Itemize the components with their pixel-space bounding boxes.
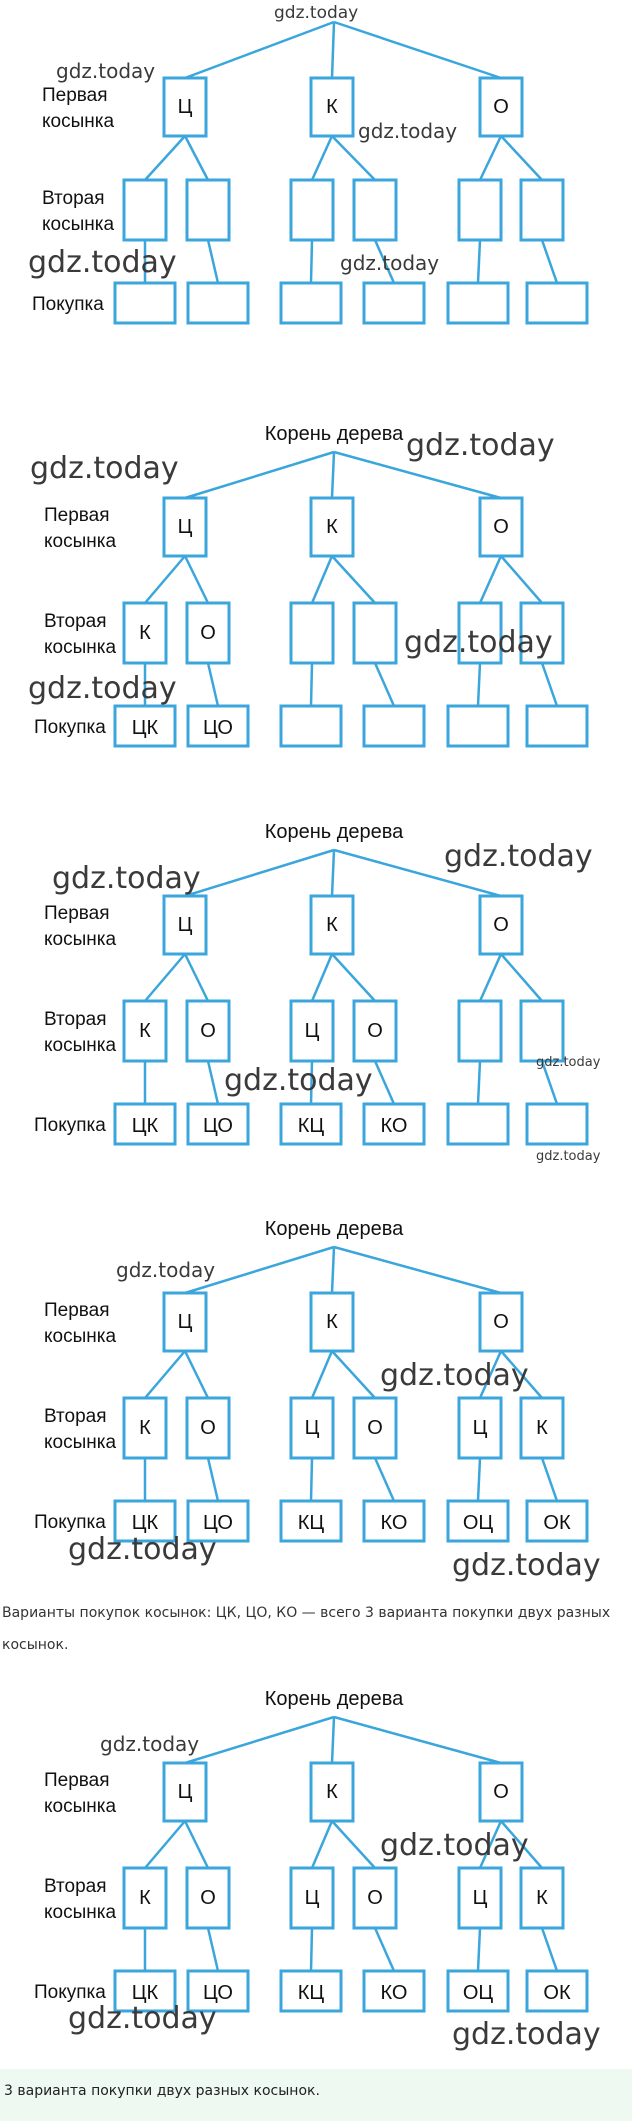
first-scarf-label: Первая	[44, 505, 110, 526]
second-scarf-value: О	[200, 1417, 216, 1439]
edge-l1-l2-3	[332, 954, 375, 1001]
edge-l2-l3-1	[208, 1928, 218, 1971]
second-scarf-label-line2: косынка	[42, 214, 115, 235]
first-scarf-label-line2: косынка	[44, 929, 117, 950]
root-label: Корень дерева	[264, 821, 404, 843]
edge-root-0	[185, 22, 334, 78]
tree-5-content	[34, 1688, 601, 2052]
first-scarf-value: Ц	[177, 1311, 193, 1333]
answer-box	[0, 2069, 632, 2121]
second-scarf-label-line2: косынка	[44, 1432, 117, 1453]
edge-l2-l3-1	[208, 240, 218, 283]
edge-l1-l2-1	[185, 136, 208, 180]
tree-diagram-4	[0, 1205, 632, 1583]
purchase-value: ЦО	[203, 1512, 233, 1534]
purchase-node	[448, 1104, 508, 1144]
edge-l2-l3-4	[478, 1458, 480, 1501]
second-scarf-value: К	[536, 1417, 548, 1439]
watermark-text: gdz.today	[56, 59, 156, 83]
edge-root-0	[185, 1717, 334, 1763]
edge-l2-l3-1	[208, 1061, 218, 1104]
edge-root-0	[185, 452, 334, 498]
edge-l1-l2-2	[312, 136, 332, 180]
second-scarf-label: Вторая	[42, 188, 105, 209]
second-scarf-value: Ц	[472, 1887, 488, 1909]
watermark-text: gdz.today	[404, 625, 553, 660]
edge-l1-l2-5	[501, 954, 542, 1001]
second-scarf-label: Вторая	[44, 1406, 107, 1427]
edge-l1-l2-1	[185, 556, 208, 603]
second-scarf-node	[187, 180, 229, 240]
watermark-text: gdz.today	[274, 3, 359, 23]
tree-diagram-1	[0, 0, 632, 340]
second-scarf-value: О	[200, 1020, 216, 1042]
watermark-text: gdz.today	[444, 839, 593, 874]
edge-l2-l3-4	[478, 240, 480, 283]
purchase-value: ЦК	[131, 1115, 159, 1137]
first-scarf-value: О	[493, 1781, 509, 1803]
purchase-node	[448, 283, 508, 323]
tree-1-content	[28, 3, 587, 323]
edge-l1-l2-0	[145, 1351, 185, 1398]
first-scarf-label-line2: косынка	[44, 531, 117, 552]
second-scarf-value: К	[536, 1887, 548, 1909]
watermark-text: gdz.today	[452, 2017, 601, 2052]
purchase-node	[188, 283, 248, 323]
tree-diagram-2	[0, 410, 632, 770]
first-scarf-value: К	[326, 96, 338, 118]
watermark-text: gdz.today	[452, 1548, 601, 1583]
watermark-text: gdz.today	[536, 1149, 601, 1164]
edge-l2-l3-2	[311, 1928, 312, 1971]
watermark-text: gdz.today	[380, 1828, 529, 1863]
edge-l1-l2-4	[480, 954, 501, 1001]
edge-l2-l3-1	[208, 1458, 218, 1501]
purchase-node	[527, 706, 587, 746]
edge-l1-l2-3	[332, 556, 375, 603]
edge-root-2	[334, 1247, 501, 1293]
first-scarf-value: К	[326, 914, 338, 936]
second-scarf-value: О	[367, 1020, 383, 1042]
first-scarf-value: Ц	[177, 516, 193, 538]
edge-l1-l2-3	[332, 1351, 375, 1398]
watermark-text: gdz.today	[52, 861, 201, 896]
purchase-value: ЦО	[203, 1115, 233, 1137]
second-scarf-label: Вторая	[44, 1009, 107, 1030]
edge-l1-l2-0	[145, 1821, 185, 1868]
second-scarf-value: Ц	[304, 1417, 320, 1439]
edge-l1-l2-4	[480, 136, 501, 180]
watermark-text: gdz.today	[68, 1532, 217, 1567]
purchase-node	[527, 283, 587, 323]
purchase-label: Покупка	[34, 1512, 106, 1533]
second-scarf-value: О	[367, 1417, 383, 1439]
edge-l1-l2-0	[145, 136, 185, 180]
root-label: Корень дерева	[264, 1218, 404, 1240]
purchase-value: КЦ	[297, 1512, 325, 1534]
purchase-value: ЦК	[131, 1982, 159, 2004]
watermark-text: gdz.today	[28, 671, 177, 706]
first-scarf-value: О	[493, 914, 509, 936]
second-scarf-value: К	[139, 1417, 151, 1439]
edge-l2-l3-1	[208, 663, 218, 706]
purchase-node	[281, 283, 341, 323]
second-scarf-value: К	[139, 1887, 151, 1909]
edge-l1-l2-2	[312, 1821, 332, 1868]
watermark-text: gdz.today	[30, 451, 179, 486]
edge-l1-l2-1	[185, 1821, 208, 1868]
second-scarf-value: О	[367, 1887, 383, 1909]
answer-text: 3 варианта покупки двух разных косынок.	[4, 2083, 320, 2099]
edge-root-2	[334, 22, 501, 78]
watermark-text: gdz.today	[380, 1358, 529, 1393]
first-scarf-value: О	[493, 96, 509, 118]
second-scarf-value: О	[200, 1887, 216, 1909]
purchase-node	[364, 706, 424, 746]
edge-l1-l2-0	[145, 954, 185, 1001]
second-scarf-node	[354, 603, 396, 663]
first-scarf-label-line2: косынка	[44, 1326, 117, 1347]
purchase-value: ОЦ	[462, 1512, 494, 1534]
purchase-value: ОЦ	[462, 1982, 494, 2004]
root-label: Корень дерева	[264, 1688, 404, 1710]
second-scarf-node	[459, 1001, 501, 1061]
edge-l2-l3-4	[478, 1061, 480, 1104]
purchase-value: ЦК	[131, 1512, 159, 1534]
edge-root-0	[185, 850, 334, 896]
purchase-value: ОК	[543, 1982, 571, 2004]
tree-diagram-3	[0, 808, 632, 1168]
watermark-text: gdz.today	[28, 245, 177, 280]
watermark-text: gdz.today	[68, 2001, 217, 2036]
purchase-node	[115, 283, 175, 323]
second-scarf-node	[291, 180, 333, 240]
watermark-text: gdz.today	[536, 1055, 601, 1070]
first-scarf-value: Ц	[177, 96, 193, 118]
second-scarf-label: Вторая	[44, 1876, 107, 1897]
first-scarf-label: Первая	[42, 85, 108, 106]
watermark-text: gdz.today	[406, 428, 555, 463]
first-scarf-value: К	[326, 516, 338, 538]
edge-l2-l3-2	[311, 663, 312, 706]
first-scarf-value: О	[493, 516, 509, 538]
edge-l1-l2-1	[185, 1351, 208, 1398]
first-scarf-value: О	[493, 1311, 509, 1333]
purchase-value: ЦО	[203, 1982, 233, 2004]
second-scarf-value: Ц	[304, 1020, 320, 1042]
purchase-value: КО	[380, 1512, 408, 1534]
second-scarf-label-line2: косынка	[44, 1035, 117, 1056]
edge-l2-l3-5	[542, 1928, 557, 1971]
edge-root-1	[332, 850, 334, 896]
second-scarf-label-line2: косынка	[44, 1902, 117, 1923]
watermark-text: gdz.today	[340, 251, 440, 275]
second-scarf-label-line2: косынка	[44, 637, 117, 658]
edge-l1-l2-4	[480, 556, 501, 603]
first-scarf-value: К	[326, 1781, 338, 1803]
tree-2-content	[28, 423, 587, 746]
purchase-label: Покупка	[34, 1115, 106, 1136]
purchase-label: Покупка	[34, 717, 106, 738]
purchase-node	[364, 283, 424, 323]
edge-l1-l2-5	[501, 556, 542, 603]
purchase-value: КО	[380, 1982, 408, 2004]
purchase-value: КО	[380, 1115, 408, 1137]
second-scarf-node	[354, 180, 396, 240]
first-scarf-value: К	[326, 1311, 338, 1333]
edge-l2-l3-4	[478, 1928, 480, 1971]
first-scarf-label: Первая	[44, 1770, 110, 1791]
second-scarf-node	[521, 1001, 563, 1061]
watermark-text: gdz.today	[358, 119, 458, 143]
first-scarf-value: Ц	[177, 914, 193, 936]
purchase-label: Покупка	[32, 294, 104, 315]
purchase-value: КЦ	[297, 1115, 325, 1137]
purchase-value: КЦ	[297, 1982, 325, 2004]
second-scarf-label: Вторая	[44, 611, 107, 632]
edge-l1-l2-2	[312, 556, 332, 603]
edge-l2-l3-3	[375, 1061, 394, 1104]
edge-l2-l3-3	[375, 663, 394, 706]
second-scarf-node	[124, 180, 166, 240]
edge-l2-l3-5	[542, 663, 557, 706]
edge-l1-l2-2	[312, 1351, 332, 1398]
watermark-text: gdz.today	[116, 1258, 216, 1282]
second-scarf-node	[459, 180, 501, 240]
edge-l1-l2-5	[501, 136, 542, 180]
edge-l2-l3-5	[542, 1458, 557, 1501]
tree-3-content	[34, 821, 601, 1164]
second-scarf-node	[521, 180, 563, 240]
first-scarf-label: Первая	[44, 1300, 110, 1321]
purchase-node	[448, 706, 508, 746]
first-scarf-label: Первая	[44, 903, 110, 924]
edge-l2-l3-3	[375, 1928, 394, 1971]
first-scarf-value: Ц	[177, 1781, 193, 1803]
purchase-label: Покупка	[34, 1982, 106, 2003]
second-scarf-value: Ц	[304, 1887, 320, 1909]
first-scarf-label-line2: косынка	[42, 111, 115, 132]
purchase-node	[527, 1104, 587, 1144]
second-scarf-value: К	[139, 622, 151, 644]
edge-l1-l2-2	[312, 954, 332, 1001]
edge-l2-l3-5	[542, 240, 557, 283]
purchase-value: ЦО	[203, 717, 233, 739]
edge-root-1	[332, 1717, 334, 1763]
purchase-value: ОК	[543, 1512, 571, 1534]
edge-root-2	[334, 1717, 501, 1763]
edge-l1-l2-1	[185, 954, 208, 1001]
second-scarf-value: О	[200, 622, 216, 644]
edge-l2-l3-4	[478, 663, 480, 706]
edge-root-1	[332, 452, 334, 498]
edge-l1-l2-3	[332, 1821, 375, 1868]
tree-4-content	[34, 1218, 601, 1583]
second-scarf-value: Ц	[472, 1417, 488, 1439]
edge-l2-l3-2	[311, 1458, 312, 1501]
purchase-value: ЦК	[131, 717, 159, 739]
edge-l2-l3-3	[375, 1458, 394, 1501]
edge-root-1	[332, 1247, 334, 1293]
first-scarf-label-line2: косынка	[44, 1796, 117, 1817]
watermark-text: gdz.today	[100, 1732, 200, 1756]
second-scarf-value: К	[139, 1020, 151, 1042]
edge-root-1	[332, 22, 334, 78]
root-label: Корень дерева	[264, 423, 404, 445]
edge-l1-l2-0	[145, 556, 185, 603]
watermark-text: gdz.today	[224, 1063, 373, 1098]
tree-diagram-5	[0, 1675, 632, 2052]
edge-l2-l3-2	[311, 240, 312, 283]
caption-text: Варианты покупок косынок: ЦК, ЦО, КО — всего 3 варианта покупки двух разных косынок.	[2, 1605, 611, 1653]
second-scarf-node	[291, 603, 333, 663]
purchase-node	[281, 706, 341, 746]
